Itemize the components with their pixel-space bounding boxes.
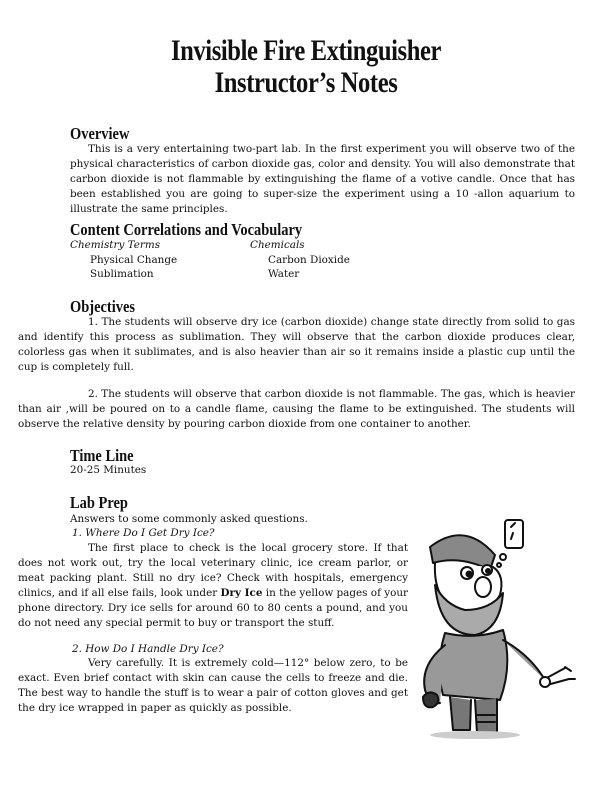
objective-2-text bbox=[18, 387, 575, 432]
answer-1-part-1: The first place to check is the local grocery store. If that does not work out, try the local veterinary clinic, ice cream parlor, or meat packing plant. Still no dry ice? Check with hospitals, emergency clinics, and if all else fails, look under bbox=[18, 542, 408, 599]
answer-2 bbox=[18, 656, 408, 716]
title-line-1: Invisible Fire Extinguisher bbox=[170, 34, 442, 67]
chemistry-terms-label: Chemistry Terms bbox=[70, 239, 161, 251]
title-line-2: Instructor’s Notes bbox=[214, 66, 398, 99]
scientist-cartoon-icon bbox=[405, 515, 585, 740]
timeline-text: 20-25 Minutes bbox=[70, 464, 147, 476]
objective-2-body: 2. The students will observe that carbon dioxide is not flammable. The gas, which is heavier than air ,will be poured on to a candle flame, causing the flame to be extinguished. The students will observe the relative density by pouring carbon dioxide from one container to another. bbox=[18, 388, 575, 430]
timeline-heading: Time Line bbox=[70, 446, 134, 465]
term-sublimation: Sublimation bbox=[90, 268, 154, 280]
answer-1 bbox=[18, 541, 408, 631]
objective-1-body: 1. The students will observe dry ice (carbon dioxide) change state directly from solid to gas and identify this process as sublimation. They will observe that the carbon dioxide produces clear, colorless gas when it sublimates, and is also heavier than air so it remains inside a plastic cup until the cup is completely full. bbox=[18, 316, 575, 373]
objectives-heading: Objectives bbox=[70, 297, 136, 316]
content-heading: Content Correlations and Vocabulary bbox=[70, 220, 303, 239]
question-2: 2. How Do I Handle Dry Ice? bbox=[72, 643, 224, 655]
chemical-carbon-dioxide: Carbon Dioxide bbox=[268, 254, 350, 266]
objective-1-text bbox=[18, 315, 575, 375]
answer-1-part-2: in the yellow pages of your phone directory. Dry ice sells for around 60 to 80 cents a pound, and you do not need any special permit to buy or transport the stuff. bbox=[18, 587, 409, 629]
overview-text: This is a very entertaining two-part lab. In the first experiment you will observe two of the physical characteristics of carbon dioxide gas, color and density. You will also demonstrate that carbon dioxide is not flammable by extinguishing the flame of a votive candle. Once that has been established you are going to super-size the experiment using a 10 -allon aquarium to illustrate the same principles. bbox=[70, 143, 575, 215]
answer-1-bold-term: Dry Ice bbox=[220, 587, 263, 599]
question-1: 1. Where Do I Get Dry Ice? bbox=[72, 527, 215, 539]
answer-2-body: Very carefully. It is extremely cold—112° below zero, to be exact. Even brief contact with skin can cause the cells to freeze and die. The best way to handle the stuff is to wear a pair of cotton gloves and get the dry ice wrapped in paper as quickly as possible. bbox=[18, 657, 408, 714]
chemicals-label: Chemicals bbox=[250, 239, 305, 251]
labprep-heading: Lab Prep bbox=[70, 493, 128, 512]
chemical-water: Water bbox=[268, 268, 300, 280]
overview-heading: Overview bbox=[70, 124, 130, 143]
term-physical-change: Physical Change bbox=[90, 254, 178, 266]
labprep-intro: Answers to some commonly asked questions. bbox=[70, 513, 308, 525]
